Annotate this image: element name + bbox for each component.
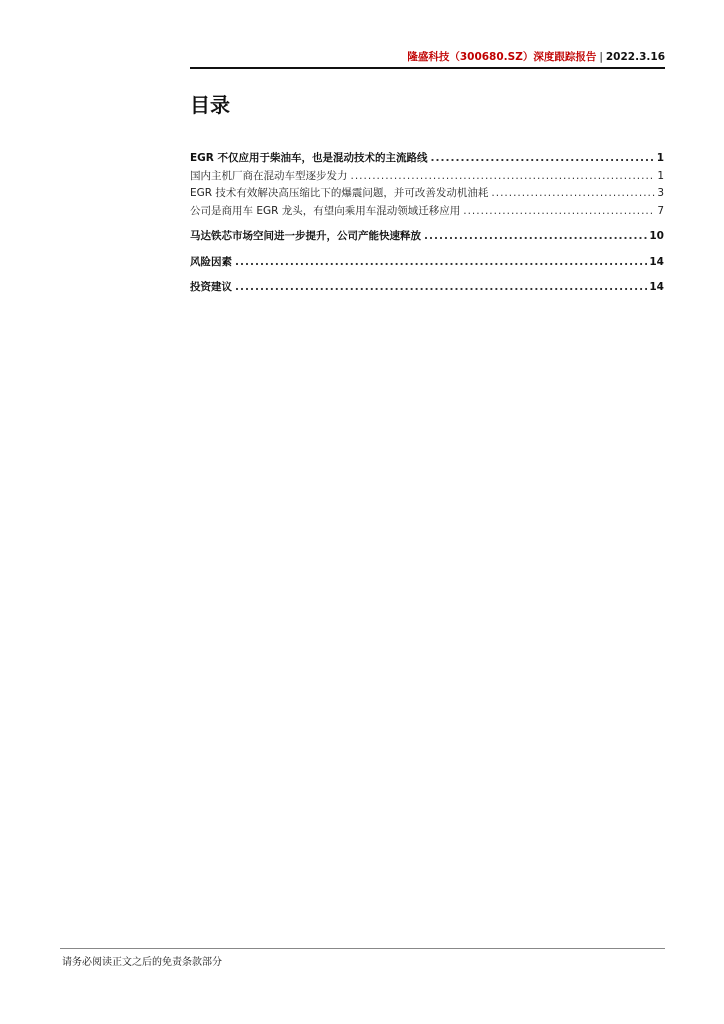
header-divider (190, 67, 665, 69)
toc-entry-page: 1 (657, 169, 664, 182)
toc-entry-page: 7 (657, 204, 664, 217)
toc-entry[interactable] (190, 185, 664, 203)
toc-entry-page: 10 (649, 230, 664, 242)
toc-entry[interactable] (190, 168, 664, 186)
report-header (190, 50, 665, 64)
toc-entry[interactable] (190, 254, 664, 272)
toc-leader-dots (431, 150, 655, 168)
toc-entry-page: 14 (649, 255, 664, 268)
report-title: 隆盛科技（300680.SZ）深度跟踪报告 (407, 51, 597, 63)
toc-entry[interactable] (190, 228, 664, 246)
toc-entry[interactable] (190, 279, 664, 297)
toc-entry-label: 马达铁芯市场空间进一步提升，公司产能快速释放 (190, 230, 421, 242)
footer-divider (60, 948, 665, 949)
toc-entry[interactable] (190, 150, 664, 168)
toc-leader-dots (491, 185, 655, 203)
toc-entry-label: EGR 技术有效解决高压缩比下的爆震问题，并可改善发动机油耗 (190, 187, 489, 199)
table-of-contents (190, 150, 664, 297)
toc-entry-page: 3 (657, 187, 664, 199)
toc-leader-dots (235, 254, 647, 272)
toc-entry-label: 风险因素 (190, 255, 232, 268)
toc-entry-label: EGR 不仅应用于柴油车，也是混动技术的主流路线 (190, 152, 428, 164)
toc-leader-dots (463, 203, 655, 221)
report-date: 2022.3.16 (605, 51, 665, 63)
header-separator: | (599, 51, 603, 63)
toc-entry-label: 公司是商用车 EGR 龙头，有望向乘用车混动领域迁移应用 (190, 204, 461, 217)
toc-entry-page: 1 (656, 152, 664, 164)
toc-leader-dots (424, 228, 647, 246)
toc-entry-label: 投资建议 (190, 281, 232, 293)
toc-leader-dots (235, 279, 647, 297)
toc-entry-label: 国内主机厂商在混动车型逐步发力 (190, 169, 348, 182)
toc-leader-dots (351, 168, 656, 186)
toc-entry[interactable] (190, 203, 664, 221)
toc-title: 目录 (190, 93, 230, 117)
footer-disclaimer: 请务必阅读正文之后的免责条款部分 (62, 957, 222, 968)
toc-entry-page: 14 (649, 281, 664, 293)
